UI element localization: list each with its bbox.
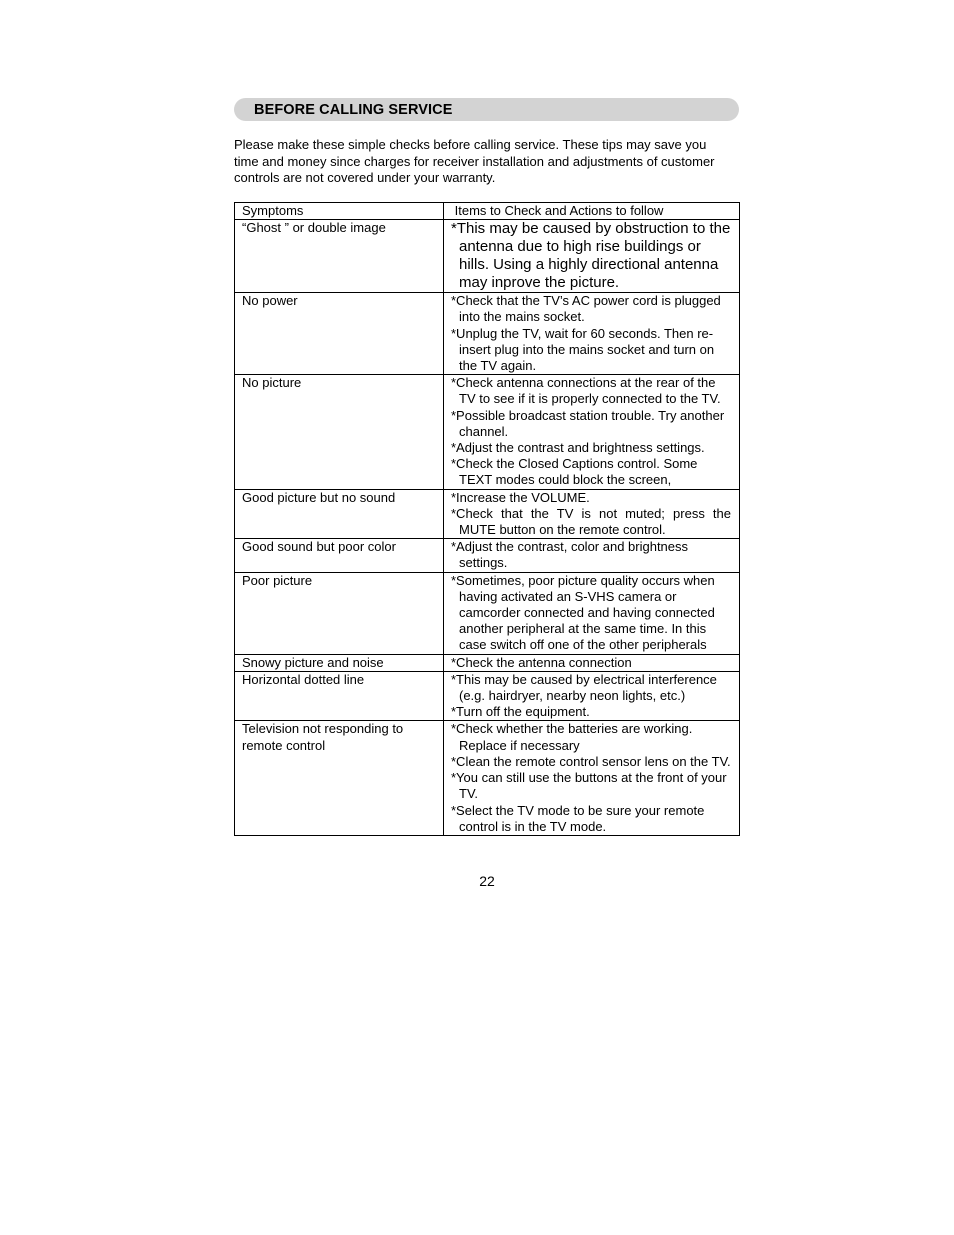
actions-cell	[444, 220, 740, 293]
symptom-cell: Snowy picture and noise	[235, 654, 444, 671]
actions-cell	[444, 572, 740, 654]
troubleshooting-table	[234, 202, 740, 836]
symptom-cell: No power	[235, 293, 444, 375]
page-number: 22	[479, 873, 495, 889]
action-item: *This may be caused by electrical interference (e.g. hairdryer, nearby neon lights, etc.)	[451, 671, 717, 704]
action-item: *Possible broadcast station trouble. Try another channel.	[451, 407, 725, 439]
action-item: *Check that the TV is not muted; press the MUTE button on the remote control.	[451, 505, 731, 538]
table-row	[235, 293, 740, 375]
action-item: *Check the antenna connection	[451, 654, 632, 670]
table-row	[235, 539, 740, 572]
actions-cell	[444, 539, 740, 572]
symptom-cell: Horizontal dotted line	[235, 671, 444, 721]
actions-cell	[444, 293, 740, 375]
intro-paragraph: Please make these simple checks before calling service. These tips may save you time and money since charges for receiver installation and adjustments of customer controls are not covered under your warranty.	[234, 137, 715, 186]
table-row	[235, 654, 740, 671]
table-row	[235, 671, 740, 721]
action-item: *Unplug the TV, wait for 60 seconds. Then re-insert plug into the mains socket and turn on the TV again.	[451, 325, 715, 374]
symptom-cell: Good picture but no sound	[235, 489, 444, 539]
action-item: *Check that the TV’s AC power cord is plugged into the mains socket.	[451, 293, 721, 325]
table-row	[235, 220, 740, 293]
action-item: *You can still use the buttons at the front of your TV.	[451, 770, 727, 802]
table-row	[235, 375, 740, 489]
table-row	[235, 489, 740, 539]
actions-cell	[444, 489, 740, 539]
table-row	[235, 721, 740, 835]
action-item: *Check the Closed Captions control. Some TEXT modes could block the screen,	[451, 456, 698, 488]
action-item: *Check antenna connections at the rear of the TV to see if it is properly connected to the TV.	[451, 375, 721, 407]
symptom-cell: Television not responding to remote control	[235, 721, 444, 835]
action-item: *Increase the VOLUME.	[451, 489, 590, 505]
actions-cell	[444, 721, 740, 835]
action-item: *This may be caused by obstruction to the antenna due to high rise buildings or hills. Using a highly directional antenna may inprove the picture.	[451, 220, 731, 292]
actions-cell	[444, 671, 740, 721]
symptom-cell: Poor picture	[235, 572, 444, 654]
action-item: *Select the TV mode to be sure your remote control is in the TV mode.	[451, 802, 705, 834]
action-item: *Adjust the contrast, color and brightness settings.	[451, 539, 689, 571]
header-actions: Items to Check and Actions to follow	[444, 203, 740, 220]
action-item: *Adjust the contrast and brightness settings.	[451, 440, 705, 456]
section-header-bar	[234, 98, 739, 121]
actions-cell	[444, 654, 740, 671]
action-item: *Check whether the batteries are working. Replace if necessary	[451, 721, 693, 753]
symptom-cell: No picture	[235, 375, 444, 489]
symptom-cell: “Ghost ” or double image	[235, 220, 444, 293]
actions-cell	[444, 375, 740, 489]
table-header-row	[235, 203, 740, 220]
section-title: BEFORE CALLING SERVICE	[254, 102, 453, 118]
header-symptoms: Symptoms	[235, 203, 444, 220]
table-row	[235, 572, 740, 654]
action-item: *Turn off the equipment.	[451, 704, 590, 720]
action-item: *Sometimes, poor picture quality occurs when having activated an S-VHS camera or camcorder connected and having connected another peripheral at the same time. In this case switch off one of the other peripherals	[451, 572, 715, 653]
symptom-cell: Good sound but poor color	[235, 539, 444, 572]
action-item: *Clean the remote control sensor lens on the TV.	[451, 753, 731, 769]
